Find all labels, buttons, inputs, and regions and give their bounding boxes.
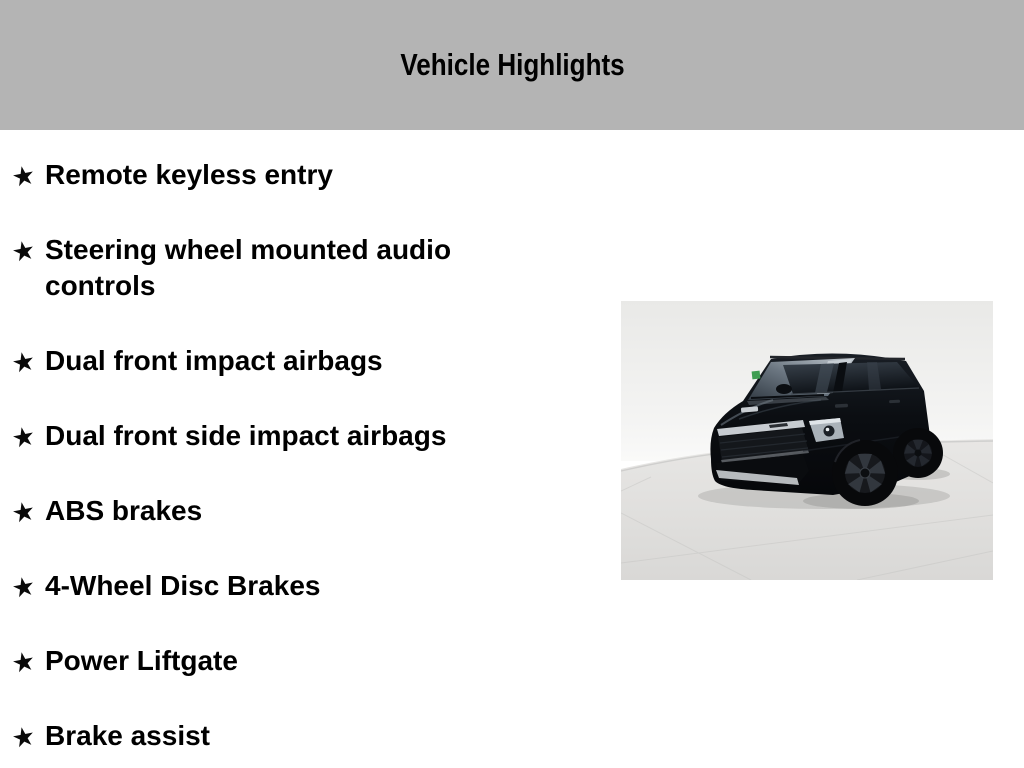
content [0, 157, 1024, 754]
star-bullet-icon: ★ [10, 497, 37, 527]
star-bullet-icon: ★ [10, 572, 37, 602]
vehicle-photo-illustration [621, 301, 993, 580]
feature-label: Dual front impact airbags [45, 345, 383, 376]
list-item [10, 232, 1024, 304]
star-bullet-icon: ★ [10, 347, 37, 377]
windshield-sticker [752, 371, 761, 380]
star-bullet-icon: ★ [10, 161, 37, 191]
rear-wheel [893, 428, 943, 478]
front-wheel [832, 440, 898, 506]
list-item [10, 718, 1024, 754]
star-bullet-icon: ★ [10, 722, 37, 752]
door-handle [835, 404, 848, 408]
side-mirror [776, 384, 792, 394]
vehicle-photo [621, 301, 993, 580]
list-item [10, 643, 1024, 679]
page-title: Vehicle Highlights [399, 47, 625, 82]
star-bullet-icon: ★ [10, 236, 37, 266]
feature-label: Dual front side impact airbags [45, 420, 447, 451]
feature-label: 4-Wheel Disc Brakes [45, 570, 321, 601]
feature-label: Remote keyless entry [45, 159, 333, 190]
feature-label: Steering wheel mounted audio controls [45, 234, 452, 301]
header-banner [0, 0, 1024, 130]
feature-label: ABS brakes [45, 495, 203, 526]
feature-label: Power Liftgate [45, 645, 238, 676]
list-item [10, 157, 1024, 193]
door-handle [889, 400, 900, 404]
feature-label: Brake assist [45, 720, 211, 751]
star-bullet-icon: ★ [10, 647, 37, 677]
star-bullet-icon: ★ [10, 422, 37, 452]
